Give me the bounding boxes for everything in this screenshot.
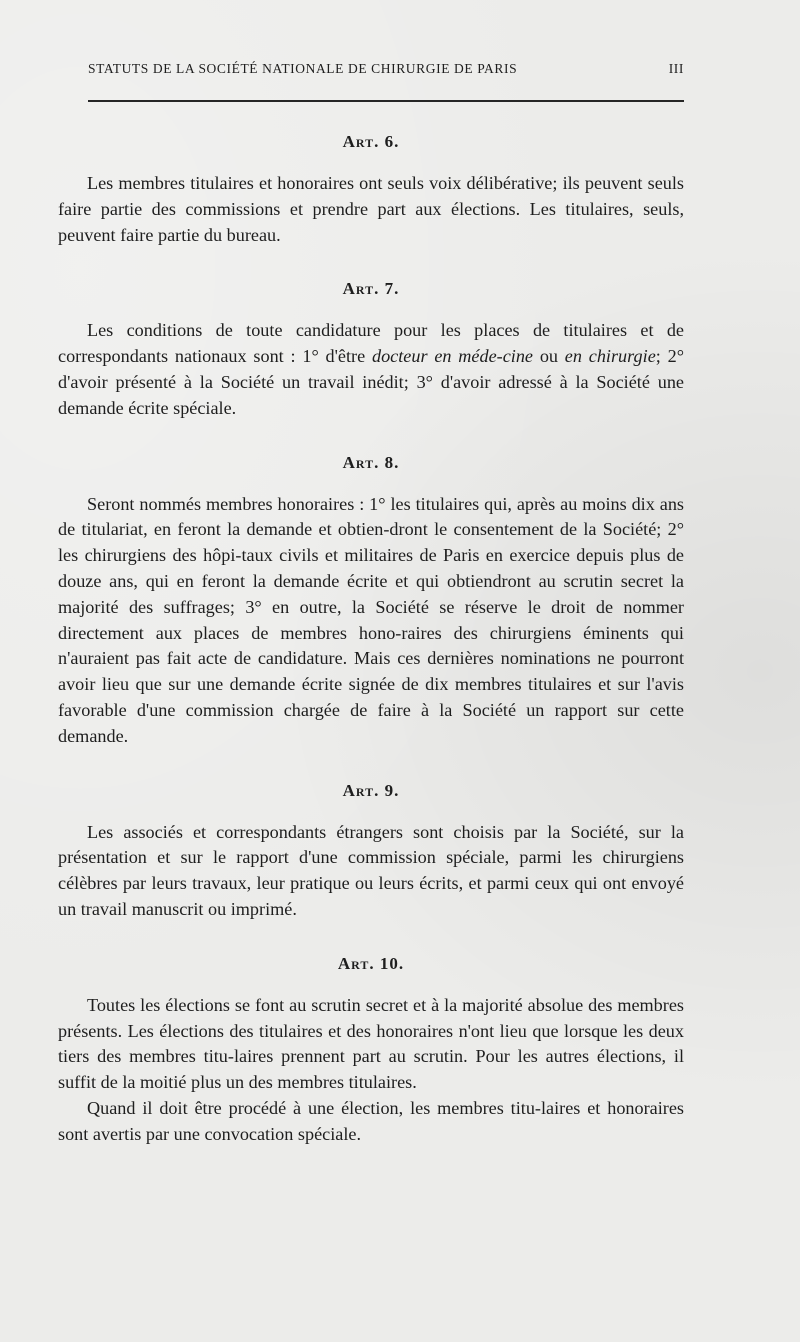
article-paragraph [58, 318, 684, 421]
page-number: III [668, 61, 684, 76]
article-heading: Art. 8. [342, 452, 400, 472]
italic-run: docteur en méde-cine [371, 346, 534, 367]
article-8 [58, 443, 684, 750]
article-heading: Art. 10. [337, 953, 405, 973]
article-7 [58, 269, 684, 421]
italic-run: en chirurgie [564, 346, 656, 367]
article-paragraph: Les membres titulaires et honoraires ont seuls voix délibérative; ils peuvent seuls faire partie des commissions et prendre part aux élections. Les titulaires, seuls, peuvent faire partie du bureau. [58, 173, 684, 245]
article-heading: Art. 7. [342, 279, 400, 299]
running-head [88, 61, 684, 77]
statutes-text [58, 122, 684, 1169]
article-paragraph: Les associés et correspondants étrangers sont choisis par la Société, sur la présentation et sur le rapport d'une commission spéciale, parmi les chirurgiens célèbres par leurs travaux, leur pratique ou leurs écrits, et parmi ceux qui ont envoyé un travail manuscrit ou imprimé. [58, 821, 684, 919]
header-rule [88, 100, 684, 102]
text-run: Les conditions de toute candidature pour les places de titulaires et de correspondants nationaux sont : 1° d'être [58, 320, 684, 367]
article-paragraph: Toutes les élections se font au scrutin secret et à la majorité absolue des membres présents. Les élections des titulaires et des honoraires n'ont lieu que lorsque les deux tiers des membres titu-laires prennent part au scrutin. Pour les autres élections, il suffit de la moitié plus un des membres titulaires. [58, 994, 684, 1093]
article-paragraph: Quand il doit être procédé à une élection, les membres titu-laires et honoraires sont avertis par une convocation spéciale. [58, 1097, 684, 1144]
article-10 [58, 944, 684, 1148]
text-run: ou [533, 346, 565, 367]
article-paragraph: Seront nommés membres honoraires : 1° les titulaires qui, après au moins dix ans de titulariat, en feront la demande et obtien-dront le consentement de la Société; 2° les chirurgiens des hôpi-taux civils et militaires de Paris en exercice depuis plus de douze ans, qui en feront la demande écrite et qui obtiendront au scrutin secret la majorité des suffrages; 3° en outre, la Société se réserve le droit de nommer directement aux places de membres hono-raires des chirurgiens éminents qui n'auraient pas fait acte de candidature. Mais ces dernières nominations ne pourront avoir lieu que sur une demande écrite signée de dix membres titulaires et sur l'avis favorable d'une commission chargée de faire à la Société un rapport sur cette demande. [58, 493, 684, 746]
article-heading: Art. 6. [342, 132, 400, 151]
article-heading: Art. 9. [342, 780, 400, 800]
text-run: ; 2° d'avoir présenté à la Société un travail inédit; 3° d'avoir adressé à la Société une demande écrite spéciale. [58, 346, 684, 418]
article-6 [58, 122, 684, 248]
article-9 [58, 771, 684, 923]
running-title: STATUTS DE LA SOCIÉTÉ NATIONALE DE CHIRURGIE DE PARIS [88, 61, 518, 76]
